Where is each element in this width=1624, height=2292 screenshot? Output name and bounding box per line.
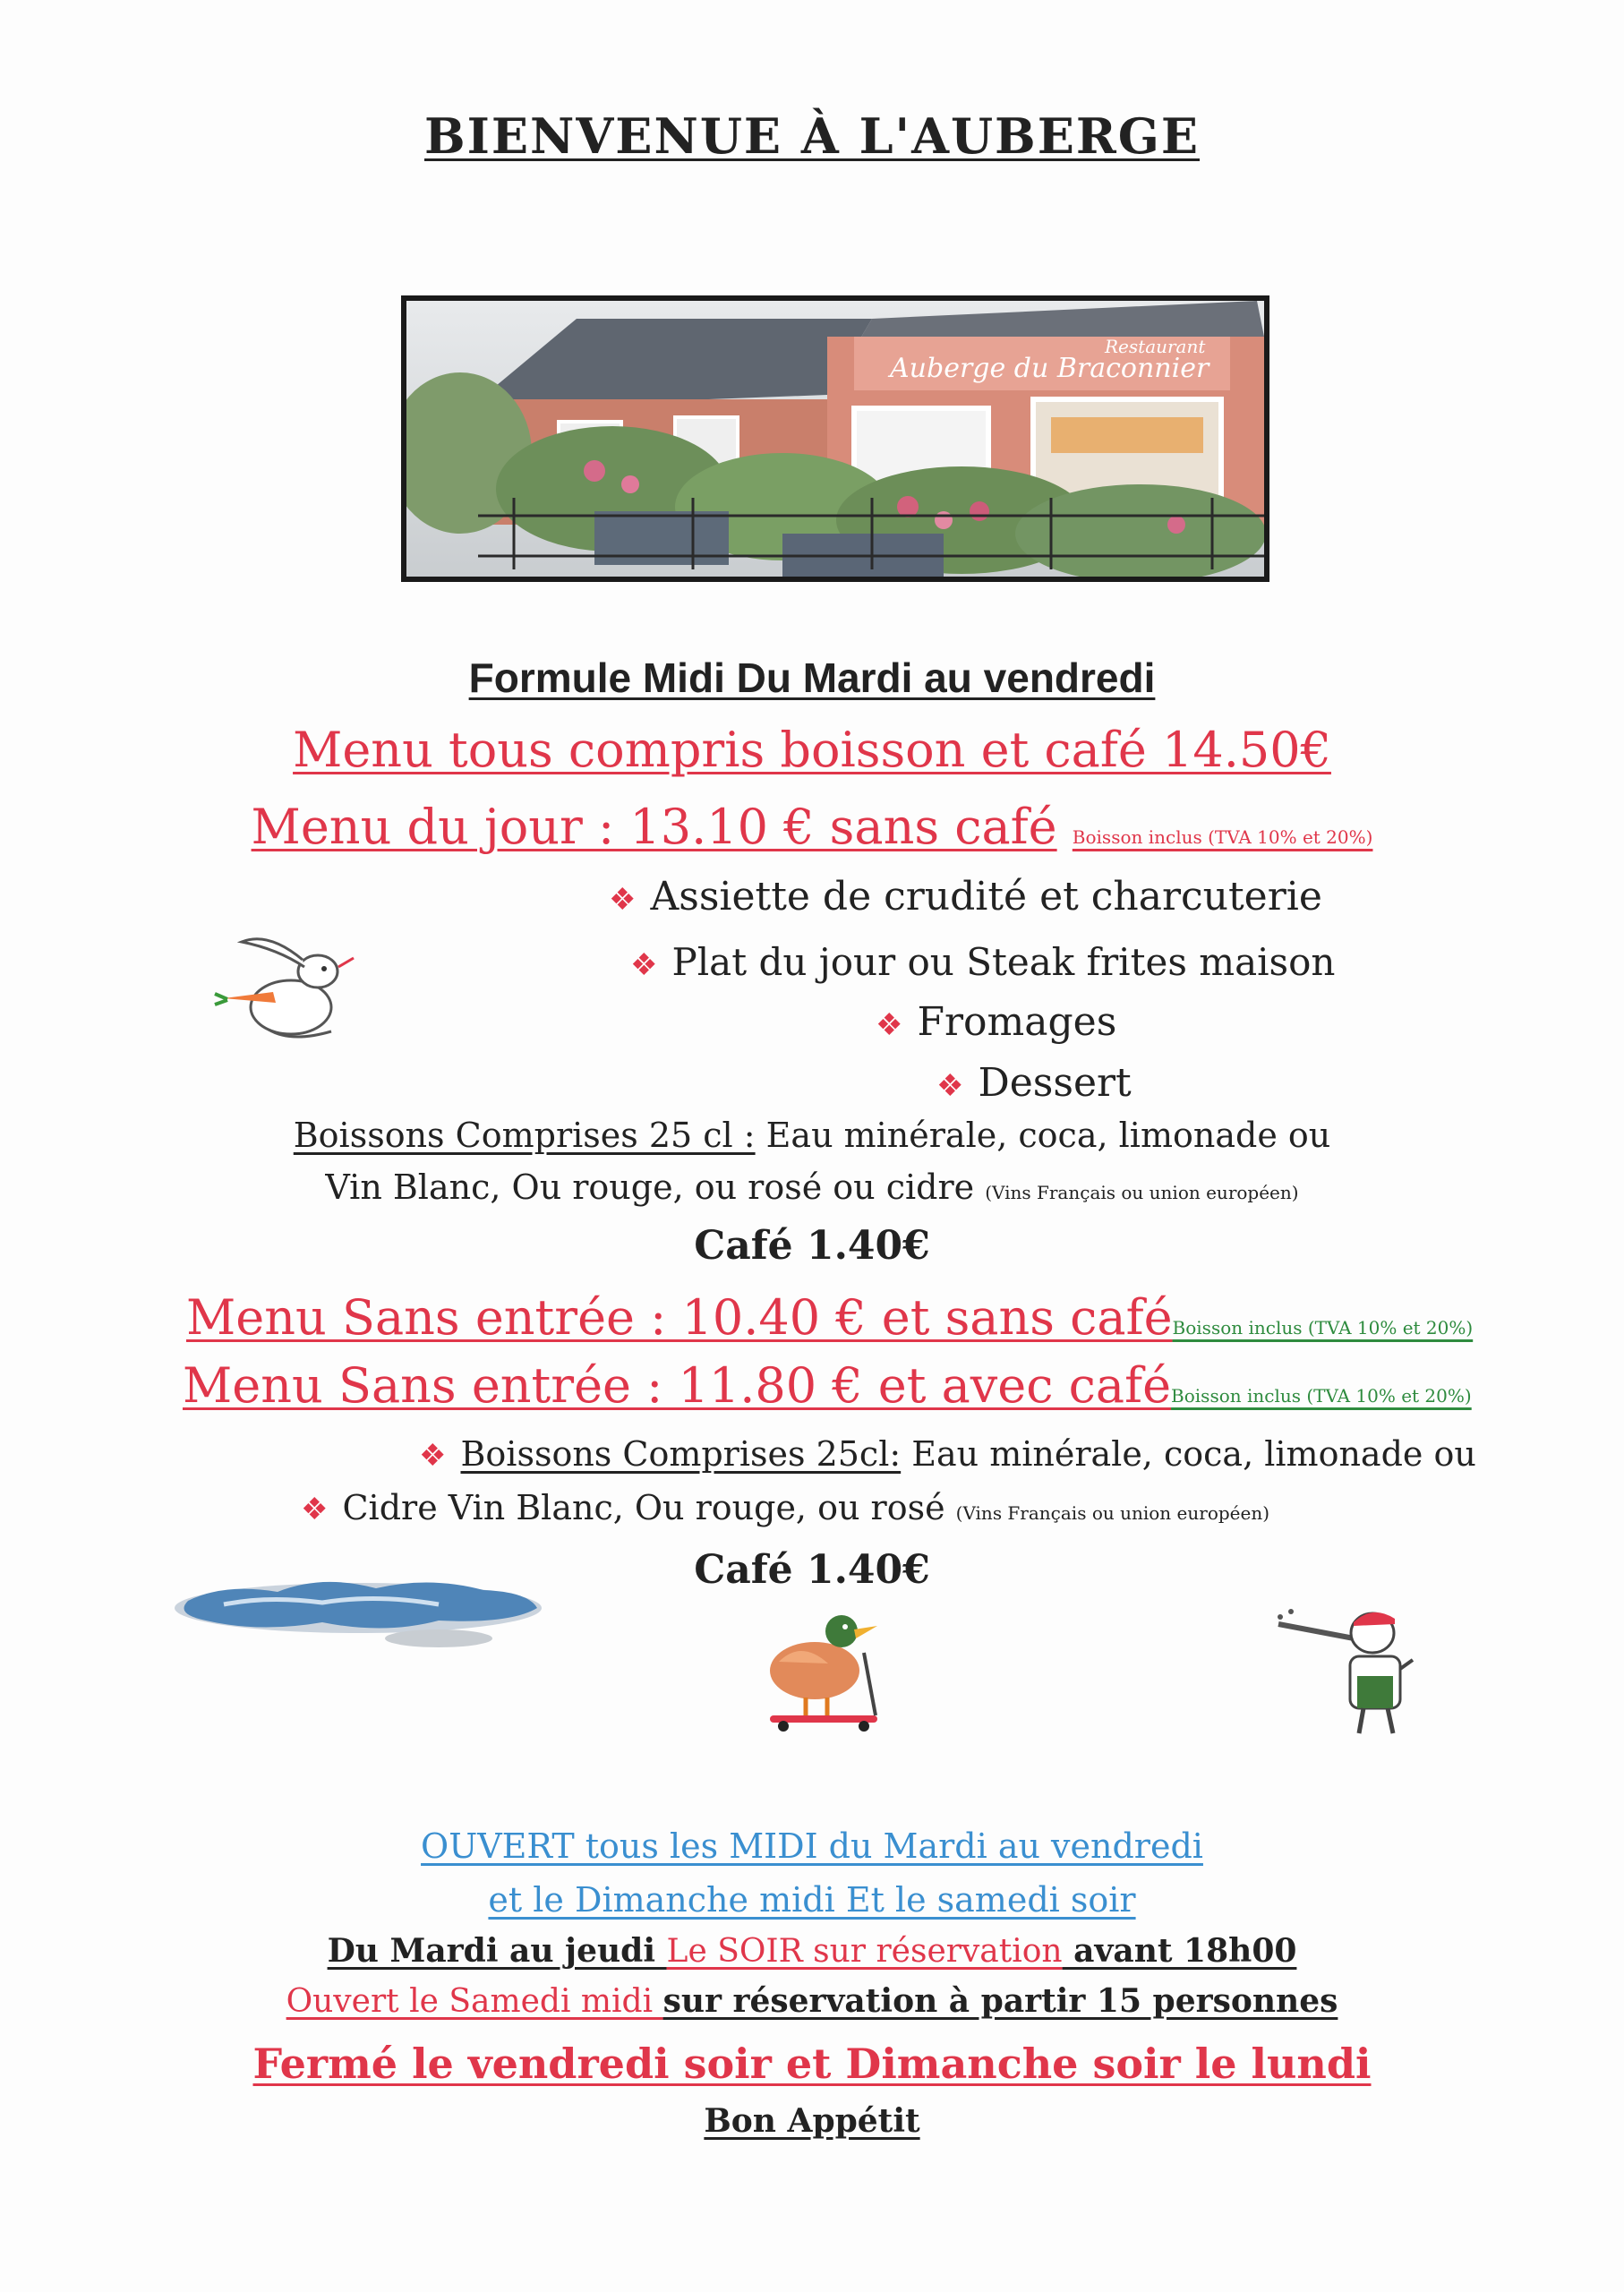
boissons-text: Vin Blanc, Ou rouge, ou rosé ou cidre <box>325 1167 986 1207</box>
menu-sans-entree-2-line <box>183 1357 1472 1414</box>
opening-hours-line-1 <box>0 1826 1624 1866</box>
evening-reservation-line <box>0 1932 1624 1970</box>
opening-hours-line-2 <box>0 1880 1624 1920</box>
menu-sans-entree-2: Menu Sans entrée : 11.80 € et avec café <box>183 1357 1172 1414</box>
boissons-line-2 <box>0 1167 1624 1207</box>
pond-illustration <box>170 1565 546 1655</box>
cafe-price: Café 1.40€ <box>694 1547 930 1593</box>
evening-days: Du Mardi au jeudi <box>327 1932 667 1970</box>
duck-illustration <box>752 1599 895 1733</box>
boissons-note: (Vins Français ou union européen) <box>985 1182 1299 1203</box>
closed-days-text: Fermé le vendredi soir et Dimanche soir le lundi <box>252 2040 1372 2088</box>
menu-sans-entree-2-note: Boisson inclus (TVA 10% et 20%) <box>1171 1385 1472 1407</box>
menu-item-text: Dessert <box>978 1060 1132 1106</box>
boissons-line-4 <box>301 1488 1269 1527</box>
menu-sans-entree-1: Menu Sans entrée : 10.40 € et sans café <box>186 1289 1173 1346</box>
menu-item-2 <box>630 940 1335 984</box>
saturday-open: Ouvert le Samedi midi <box>286 1983 663 2020</box>
saturday-line <box>0 1982 1624 2020</box>
menu-sans-entree-1-line <box>186 1289 1473 1346</box>
hunter-illustration <box>1269 1597 1422 1740</box>
formule-title: Formule Midi Du Mardi au vendredi <box>468 654 1156 701</box>
sign-subtext: Restaurant <box>1105 336 1206 357</box>
bon-appetit <box>0 2102 1624 2140</box>
diamond-bullet-icon: ❖ <box>419 1438 447 1474</box>
boissons-line-1 <box>0 1116 1624 1155</box>
restaurant-photo <box>401 295 1269 582</box>
menu-du-jour-note: Boisson inclus (TVA 10% et 20%) <box>1072 826 1373 848</box>
diamond-bullet-icon: ❖ <box>609 882 637 918</box>
evening-deadline: avant 18h00 <box>1062 1932 1297 1970</box>
boissons-line-3 <box>419 1434 1476 1474</box>
menu-du-jour: Menu du jour : 13.10 € sans café <box>251 799 1057 855</box>
boissons-text: Eau minérale, coca, limonade ou <box>755 1116 1331 1155</box>
bon-appetit-text: Bon Appétit <box>704 2102 920 2140</box>
diamond-bullet-icon: ❖ <box>630 947 658 983</box>
cafe-price: Café 1.40€ <box>694 1223 930 1269</box>
menu-tous-compris: Menu tous compris boisson et café 14.50€ <box>293 722 1331 778</box>
opening-hours-text: OUVERT tous les MIDI du Mardi au vendredi <box>421 1826 1203 1866</box>
menu-item-text: Fromages <box>917 999 1117 1045</box>
opening-hours-text: et le Dimanche midi Et le samedi soir <box>488 1880 1136 1920</box>
diamond-bullet-icon: ❖ <box>876 1007 903 1043</box>
evening-reservation: Le SOIR sur réservation <box>666 1933 1063 1970</box>
boissons-label: Boissons Comprises 25cl: <box>460 1434 902 1474</box>
diamond-bullet-icon: ❖ <box>301 1492 329 1527</box>
closed-days-line <box>0 2040 1624 2088</box>
saturday-reservation: sur réservation à partir 15 personnes <box>662 1982 1338 2020</box>
menu-item-1 <box>609 874 1322 919</box>
rabbit-illustration <box>206 931 358 1048</box>
menu-sans-entree-1-note: Boisson inclus (TVA 10% et 20%) <box>1172 1317 1474 1338</box>
menu-item-text: Plat du jour ou Steak frites maison <box>671 940 1336 984</box>
page-title: BIENVENUE À L'AUBERGE <box>423 107 1201 165</box>
menu-item-text: Assiette de crudité et charcuterie <box>650 874 1322 919</box>
menu-item-4 <box>936 1060 1132 1106</box>
menu-item-3 <box>876 999 1116 1045</box>
sign-text: Auberge du Braconnier <box>890 353 1209 384</box>
boissons-text: Cidre Vin Blanc, Ou rouge, ou rosé <box>342 1488 956 1527</box>
diamond-bullet-icon: ❖ <box>936 1068 964 1104</box>
menu-du-jour-line <box>0 799 1624 855</box>
boissons-label: Boissons Comprises 25 cl : <box>293 1116 756 1155</box>
boissons-note: (Vins Français ou union européen) <box>955 1502 1270 1524</box>
boissons-text: Eau minérale, coca, limonade ou <box>901 1434 1476 1474</box>
